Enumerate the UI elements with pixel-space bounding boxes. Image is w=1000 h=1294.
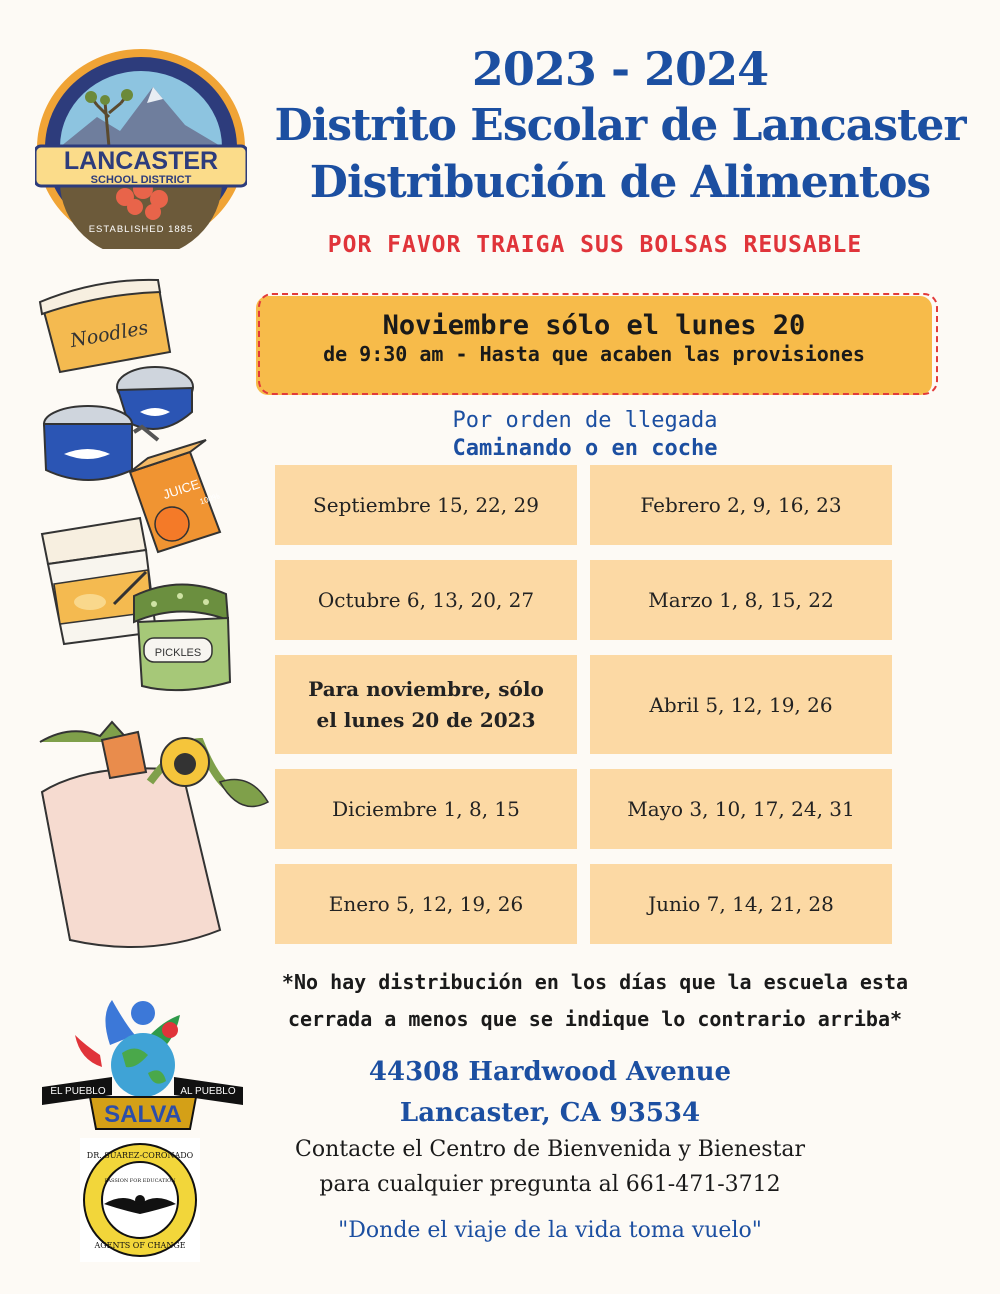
- date-cell: Enero 5, 12, 19, 26: [275, 864, 577, 944]
- contact-line2: para cualquier pregunta al 661-471-3712: [319, 1172, 781, 1197]
- logo-established: ESTABLISHED 1885: [88, 224, 194, 235]
- closure-note-line1: *No hay distribución en los días que la escuela esta: [281, 970, 909, 994]
- school-year: 2023 - 2024: [471, 42, 769, 96]
- date-cell: Diciembre 1, 8, 15: [275, 769, 577, 849]
- closure-note-line2: cerrada a menos que se indique lo contrario arriba*: [287, 1007, 903, 1031]
- suarez-coronado-seal: [80, 1138, 200, 1262]
- contact-line1: Contacte el Centro de Bienvenida y Bienestar: [295, 1137, 805, 1162]
- noodles-cup-icon: [40, 280, 170, 372]
- seal-bottom-text: AGENTS OF CHANGE: [94, 1241, 186, 1250]
- salva-name: SALVA: [104, 1101, 182, 1128]
- lancaster-logo: [35, 47, 247, 249]
- motto: "Donde el viaje de la vida toma vuelo": [338, 1218, 762, 1243]
- seal-motto: PASSION FOR EDUCATION: [104, 1178, 176, 1184]
- address-street: 44308 Hardwood Avenue: [368, 1057, 732, 1087]
- walk-or-drive-label: Caminando o en coche: [452, 436, 718, 461]
- highlight-date: Noviembre sólo el lunes 20: [382, 310, 806, 341]
- date-cell: Junio 7, 14, 21, 28: [590, 864, 892, 944]
- salva-logo: [40, 995, 245, 1133]
- pickles-jar-icon: [134, 584, 230, 690]
- grocery-bag-icon: [40, 722, 268, 947]
- juice-label: JUICE: [161, 476, 202, 503]
- event-title: Distribución de Alimentos: [309, 157, 931, 208]
- salva-left-text: EL PUEBLO: [50, 1086, 106, 1097]
- tuna-can-icon: [44, 406, 132, 480]
- first-come-label: Por orden de llegada: [452, 408, 718, 433]
- district-title: Distrito Escolar de Lancaster: [274, 100, 966, 151]
- logo-name: LANCASTER: [63, 147, 219, 175]
- date-cell: Mayo 3, 10, 17, 24, 31: [590, 769, 892, 849]
- logo-subtitle: SCHOOL DISTRICT: [90, 174, 192, 186]
- juice-percent: 100%: [198, 491, 221, 507]
- date-cell: Abril 5, 12, 19, 26: [590, 655, 892, 754]
- date-cell: Octubre 6, 13, 20, 27: [275, 560, 577, 640]
- noodles-label: Noodles: [68, 316, 150, 353]
- date-cell: Marzo 1, 8, 15, 22: [590, 560, 892, 640]
- pickles-label: PICKLES: [154, 647, 202, 659]
- salva-right-text: AL PUEBLO: [180, 1086, 236, 1097]
- food-illustration: [30, 272, 280, 962]
- reusable-bags-notice: POR FAVOR TRAIGA SUS BOLSAS REUSABLE: [327, 232, 863, 258]
- date-cell: Septiembre 15, 22, 29: [275, 465, 577, 545]
- address-city: Lancaster, CA 93534: [399, 1098, 701, 1128]
- highlight-time: de 9:30 am - Hasta que acaben las provisiones: [323, 342, 865, 366]
- seal-top-text: DR. SUAREZ-CORONADO: [86, 1151, 194, 1160]
- date-cell: Febrero 2, 9, 16, 23: [590, 465, 892, 545]
- date-cell-november: Para noviembre, sólo el lunes 20 de 2023: [275, 655, 577, 754]
